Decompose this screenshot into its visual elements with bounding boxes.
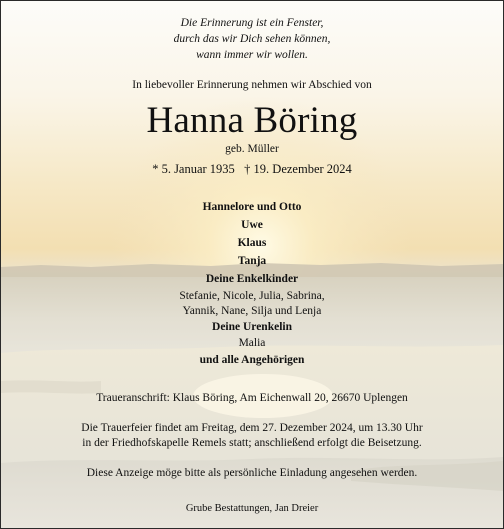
grandchildren-heading: Deine Enkelkinder — [205, 273, 299, 285]
relatives-line: und alle Angehörigen — [199, 354, 305, 366]
notice-content — [1, 1, 503, 528]
mourner-children-4: Tanja — [237, 255, 267, 267]
funeral-info-line-2: in der Friedhofskapelle Remels statt; anschließend erfolgt die Beisetzung. — [82, 437, 422, 449]
poem-line-3: wann immer wir wollen. — [196, 49, 308, 61]
great-grandchildren-heading: Deine Urenkelin — [212, 321, 292, 333]
great-grandchildren-name: Malia — [238, 337, 266, 349]
intro-text: In liebevoller Erinnerung nehmen wir Abschied von — [132, 79, 372, 91]
mourner-children-1: Hannelore und Otto — [202, 201, 302, 213]
life-dates: * 5. Januar 1935 † 19. Dezember 2024 — [152, 162, 352, 176]
invitation-note: Diese Anzeige möge bitte als persönliche Einladung angesehen werden. — [86, 467, 418, 479]
mourning-address: Traueranschrift: Klaus Böring, Am Eichenwall 20, 26670 Uplengen — [96, 392, 408, 404]
funeral-info-line-1: Die Trauerfeier findet am Freitag, dem 27. Dezember 2024, um 13.30 Uhr — [81, 422, 423, 434]
mourner-children-3: Klaus — [237, 237, 267, 249]
deceased-name: Hanna Böring — [146, 100, 358, 141]
poem-line-2: durch das wir Dich sehen können, — [173, 33, 331, 45]
mourner-children-2: Uwe — [241, 219, 263, 231]
grandchildren-names-1: Stefanie, Nicole, Julia, Sabrina, — [179, 290, 325, 302]
undertaker-credit: Grube Bestattungen, Jan Dreier — [185, 503, 319, 514]
poem-line-1: Die Erinnerung ist ein Fenster, — [180, 17, 324, 29]
birth-name: geb. Müller — [225, 143, 279, 155]
grandchildren-names-2: Yannik, Nane, Silja und Lenja — [182, 305, 322, 317]
